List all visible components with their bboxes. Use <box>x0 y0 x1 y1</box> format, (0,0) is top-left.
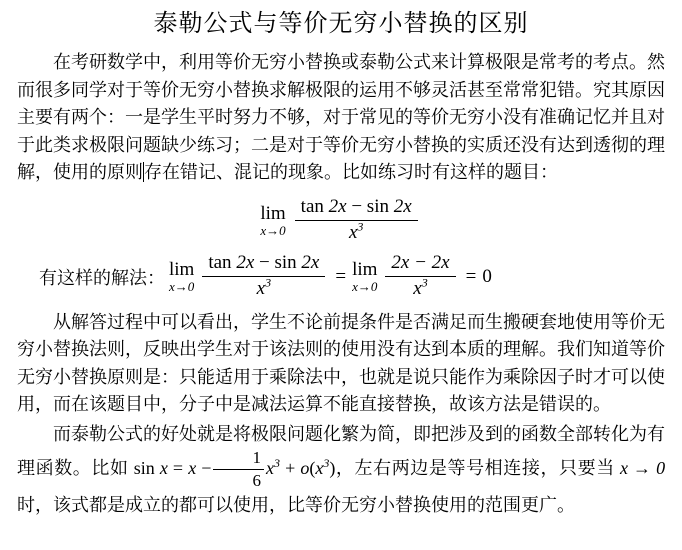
fraction-2x-2x <box>385 252 455 301</box>
sin-argument: 2x <box>393 196 412 218</box>
limit-operator <box>260 204 285 238</box>
sin-function: sin <box>274 252 297 274</box>
little-o: o <box>300 458 310 479</box>
fraction-numerator: 1 <box>213 448 264 470</box>
tan-function: tan <box>208 252 232 274</box>
fraction-one-sixth <box>213 448 264 492</box>
paragraph-analysis-text: 从解答过程中可以看出，学生不论前提条件是否满足而生搬硬套地使用等价无穷小替换法则，反映出学生对于该法则的使用没有达到本质的理解。我们知道等价无穷小替换原则是：只能适用于乘除法中，也就是说只能作为乘除因子时才可以使用，而在该题目中，分子中是减法运算不能直接替换，故该方法是错误的。 <box>17 311 665 414</box>
minus-operator: − <box>259 252 270 274</box>
variable-x: x <box>188 458 197 479</box>
left-paren: ( <box>309 458 316 479</box>
minus-operator: − <box>351 196 363 218</box>
equals-sign: = <box>335 265 347 287</box>
result-value: 0 <box>482 265 492 287</box>
limit-operator-2 <box>169 260 194 294</box>
limit-operator-3 <box>352 260 377 294</box>
lim-subscript: x→0 <box>352 278 378 294</box>
fraction-tan-sin-2 <box>202 252 325 301</box>
fraction-denominator <box>413 277 427 301</box>
sin-function: sin <box>366 196 389 218</box>
variable-x: x <box>315 458 324 479</box>
lim-text: lim <box>169 258 195 280</box>
paragraph-taylor-seg2: ，左右两边是等号相连接，只要当 <box>335 458 615 479</box>
sin-argument: 2x <box>301 252 320 274</box>
solution-label: 有这样的解法： <box>39 267 165 288</box>
exponent: 3 <box>273 456 280 471</box>
paragraph-intro[interactable] <box>17 49 665 187</box>
fraction-denominator: 6 <box>252 471 261 491</box>
display-formula-limit[interactable] <box>0 195 682 247</box>
lim-subscript: x→0 <box>260 222 286 238</box>
tan-argument: 2x <box>328 196 347 218</box>
tan-argument: 2x <box>236 252 255 274</box>
fraction-numerator <box>202 252 325 277</box>
denominator-exponent: 3 <box>265 275 272 290</box>
denominator-base: x <box>413 278 422 299</box>
equals-sign: = <box>465 265 477 287</box>
variable-x: x <box>159 458 168 479</box>
lim-text: lim <box>352 258 378 280</box>
denominator-base: x <box>256 278 266 299</box>
fraction-numerator <box>295 196 418 221</box>
document-title[interactable]: 泰勒公式与等价无穷小替换的区别 <box>153 11 529 37</box>
right-paren: ) <box>329 458 336 479</box>
x-to-zero: x → 0 <box>619 458 666 479</box>
solution-math <box>169 252 492 301</box>
paragraph-intro-text-before-cursor: 在考研数学中，利用等价无穷小替换或泰勒公式来计算极限是常考的考点。然而很多同学对于等价无穷小替换求解极限的运用不够灵活甚至常常犯错。究其原因主要有两个：一是学生平时努力不够，对于常见的等价无穷小没有准确记忆并且对于此类求极限问题缺少练习；二是对于等价无穷小替换的实质还没有达到透彻的理解，使用的原则 <box>17 52 665 182</box>
inline-formula-sin-expansion <box>129 448 336 491</box>
sin-function: sin <box>133 458 155 479</box>
paragraph-taylor[interactable] <box>17 421 665 520</box>
variable-x: x <box>265 458 274 479</box>
minus-operator: − <box>201 458 212 479</box>
exponent: 3 <box>323 456 330 471</box>
denominator-exponent: 3 <box>421 275 428 290</box>
paragraph-taylor-seg1: 而泰勒公式的好处就是将极限问题化繁为简，即把涉及到的函数全部转化为有理函数。比如 <box>17 423 665 479</box>
fraction-tan-sin <box>295 196 418 245</box>
tan-function: tan <box>300 196 324 218</box>
lim-subscript: x→0 <box>169 278 195 294</box>
denominator-exponent: 3 <box>357 219 364 234</box>
plus-operator: + <box>285 458 296 479</box>
paragraph-taylor-seg3: 时，该式都是成立的都可以使用，比等价无穷小替换使用的范围更广。 <box>17 494 575 515</box>
fraction-denominator <box>349 221 363 245</box>
equals-sign: = <box>172 458 184 479</box>
lim-text: lim <box>260 202 286 224</box>
paragraph-analysis[interactable] <box>17 309 665 419</box>
denominator-base: x <box>348 222 358 243</box>
fraction-numerator: 2x − 2x <box>385 252 455 277</box>
solution-line[interactable] <box>17 251 665 303</box>
paragraph-intro-text-after-cursor: 存在错记、混记的现象。比如练习时有这样的题目： <box>144 162 558 182</box>
fraction-denominator <box>257 277 271 301</box>
